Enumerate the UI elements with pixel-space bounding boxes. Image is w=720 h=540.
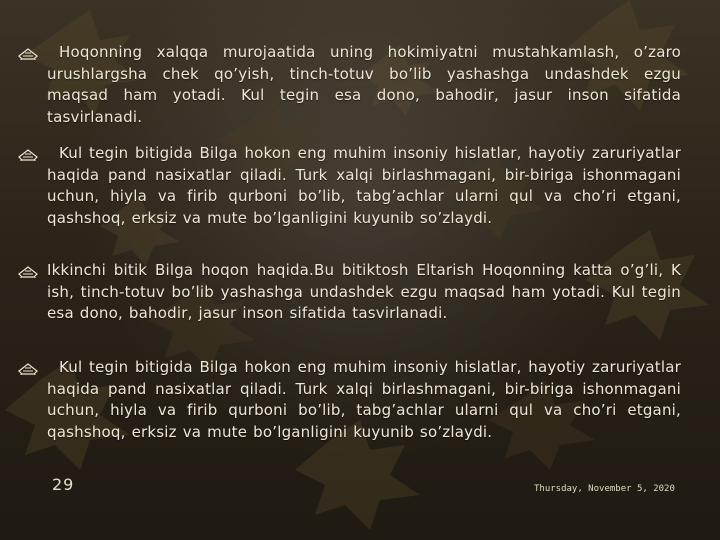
bullet-text: Kul tegin bitigida Bilga hokon eng muhim insoniy hislatlar, hayotiy zaruriyatlar haqida pand nasixatlar qiladi. Turk xalqi birlashmagani, bir-biriga ishonmagani uchun, hiyla va firib qurboni bo’lib, tabg’achlar ularni qul va cho’ri etgani, qashshoq, erksiz va mute bo’lganligini kuyunib so’zlaydi. (47, 144, 681, 227)
bullet-text: Hoqonning xalqqa murojaatida uning hokimiyatni mustahkamlash, o’zaro urushlargsha chek qo’yish, tinch-totuv bo’lib yashashga undashdek ezgu maqsad ham yotadi. Kul tegin esa dono, bahodir, jasur inson sifatida tasvirlanadi. (47, 43, 681, 126)
bullet-text: Kul tegin bitigida Bilga hokon eng muhim insoniy hislatlar, hayotiy zaruriyatlar haqida pand nasixatlar qiladi. Turk xalqi birlashmagani, bir-biriga ishonmagani uchun, hiyla va firib qurboni bo’lib, tabg’achlar ularni qul va cho’ri etgani, qashshoq, erksiz va mute bo’lganligini kuyunib so’zlaydi. (47, 358, 681, 441)
bullet-text: Ikkinchi bitik Bilga hoqon haqida.Bu bitiktosh Eltarish Hoqonning katta o’g’li, K ish, tinch-totuv bo’lib yashashga undashdek ezgu maqsad ham yotadi. Kul tegin esa dono, bahodir, jasur inson sifatida tasvirlanadi. (47, 261, 681, 322)
page-number: 29 (52, 475, 75, 494)
notebook-icon (18, 148, 38, 162)
notebook-icon (18, 265, 38, 279)
notebook-icon (18, 362, 38, 376)
slide-date: Thursday, November 5, 2020 (534, 484, 675, 494)
notebook-icon (18, 47, 38, 61)
